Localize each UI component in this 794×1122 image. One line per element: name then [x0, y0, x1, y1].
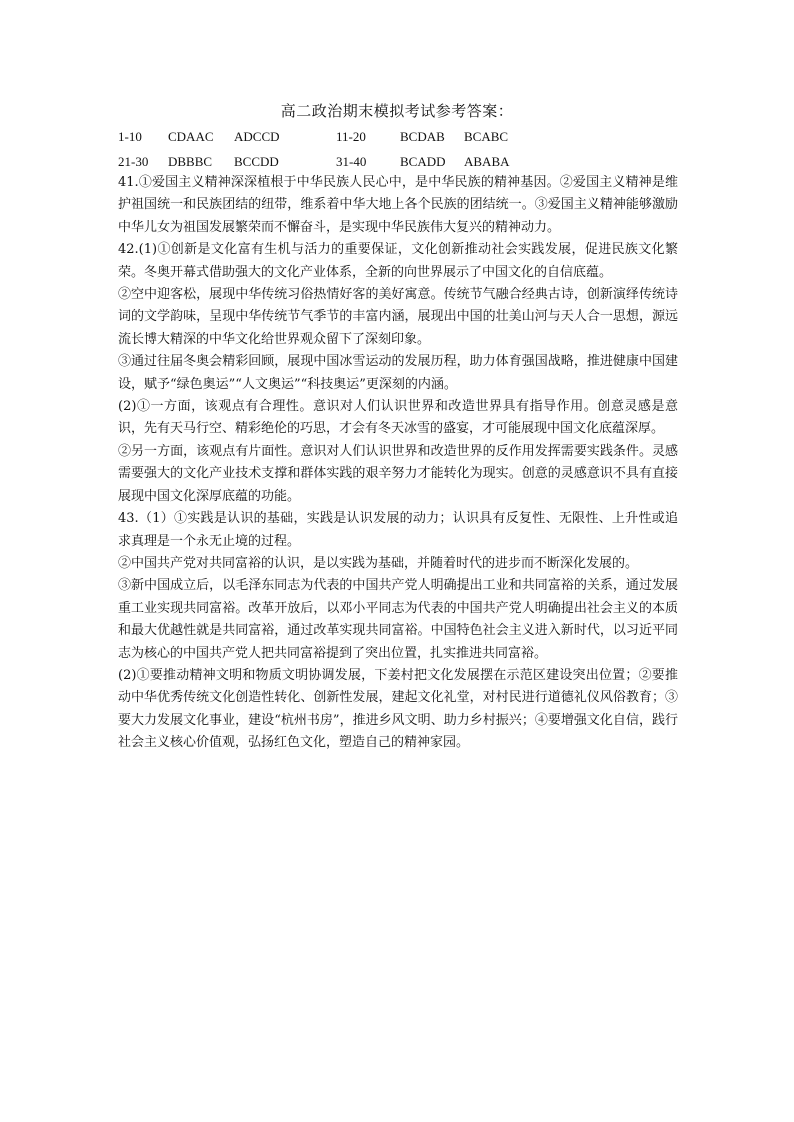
paragraph-q42-1-3: ③通过往届冬奥会精彩回顾，展现中国冰雪运动的发展历程，助力体育强国战略，推进健康中国建设，赋予“绿色奥运”“人文奥运”“科技奥运”更深刻的内涵。 [118, 354, 678, 392]
answer-group: BCADD [400, 154, 446, 169]
answer-row [118, 124, 678, 149]
paragraph-q41: 41.①爱国主义精神深深植根于中华民族人民心中，是中华民族的精神基因。②爱国主义精神是维护祖国统一和民族团结的纽带，维系着中华大地上各个民族的团结统一。③爱国主义精神能够激励中华儿女为祖国发展繁荣而不懈奋斗，是实现中华民族伟大复兴的精神动力。 [118, 175, 678, 235]
answer-group: BCCDD [234, 154, 279, 169]
answer-group: ABABA [464, 154, 510, 169]
answer-group: BCABC [464, 129, 509, 144]
answer-group: BCDAB [400, 129, 445, 144]
answer-range: 21-30 [118, 154, 149, 169]
answer-range: 31-40 [336, 154, 367, 169]
answer-explanations [118, 172, 678, 755]
paragraph-q42-1: 42.(1)①创新是文化富有生机与活力的重要保证，文化创新推动社会实践发展，促进民族文化繁荣。冬奥开幕式借助强大的文化产业体系，全新的向世界展示了中国文化的自信底蕴。 [118, 242, 678, 280]
document-title: 高二政治期末模拟考试参考答案： [280, 102, 514, 120]
paragraph-q42-2-2: ②另一方面，该观点有片面性。意识对人们认识世界和改造世界的反作用发挥需要实践条件。灵感需要强大的文化产业技术支撑和群体实践的艰辛努力才能转化为现实。创意的灵感意识不具有直接展现中国文化深厚底蕴的功能。 [118, 443, 678, 504]
answer-group: DBBBC [168, 154, 213, 169]
answer-group: ADCCD [234, 129, 280, 144]
answer-key [118, 124, 678, 174]
paragraph-q42-2-1: (2)①一方面，该观点有合理性。意识对人们认识世界和改造世界具有指导作用。创意灵感是意识，先有天马行空、精彩绝伦的巧思，才会有冬天冰雪的盛宴，才可能展现中国文化底蕴深厚。 [118, 399, 678, 437]
paragraph-q42-1-2: ②空中迎客松，展现中华传统习俗热情好客的美好寓意。传统节气融合经典古诗，创新演绎传统诗词的文学韵味，呈现中华传统节气季节的丰富内涵，展现出中国的壮美山河与天人合一思想，源远流长博大精深的中华文化给世界观众留下了深刻印象。 [118, 287, 678, 347]
answer-group: CDAAC [168, 129, 214, 144]
paragraph-q43-2: (2)①要推动精神文明和物质文明协调发展，下姜村把文化发展摆在示范区建设突出位置；②要推动中华优秀传统文化创造性转化、创新性发展，建起文化礼堂，对村民进行道德礼仪风俗教育；③要大力发展文化事业，建设“杭州书房”，推进乡风文明、助力乡村振兴；④要增强文化自信，践行社会主义核心价值观，弘扬红色文化，塑造自己的精神家园。 [118, 667, 678, 751]
paragraph-q43-1-3: ③新中国成立后，以毛泽东同志为代表的中国共产党人明确提出工业和共同富裕的关系，通过发展重工业实现共同富裕。改革开放后，以邓小平同志为代表的中国共产党人明确提出社会主义的本质和最大优越性就是共同富裕，通过改革实现共同富裕。中国特色社会主义进入新时代，以习近平同志为核心的中国共产党人把共同富裕提到了突出位置，扎实推进共同富裕。 [118, 578, 678, 661]
paragraph-q43-1: 43.（1）①实践是认识的基础，实践是认识发展的动力；认识具有反复性、无限性、上升性或追求真理是一个永无止境的过程。 [118, 511, 678, 549]
answer-row [118, 149, 678, 174]
answer-range: 1-10 [118, 129, 142, 144]
paragraph-q43-1-2: ②中国共产党对共同富裕的认识，是以实践为基础，并随着时代的进步而不断深化发展的。 [118, 555, 639, 571]
answer-range: 11-20 [336, 129, 366, 144]
